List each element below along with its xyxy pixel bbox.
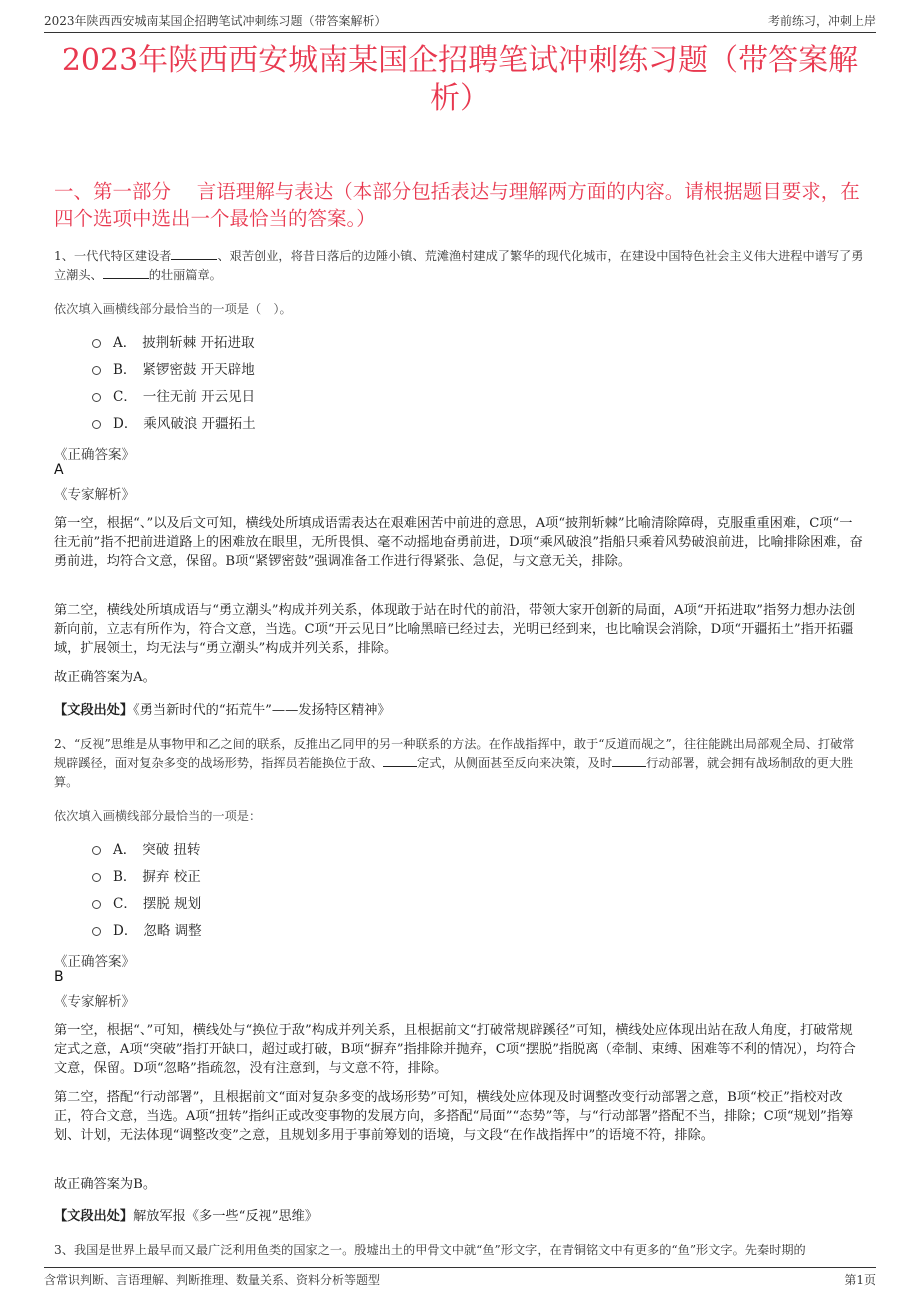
page-footer bbox=[44, 1267, 876, 1290]
radio-icon[interactable] bbox=[92, 900, 101, 909]
question-1-answer: A bbox=[54, 462, 64, 478]
question-2-option-d[interactable]: D． 忽略 调整 bbox=[92, 922, 202, 940]
radio-icon[interactable] bbox=[92, 873, 101, 882]
radio-icon[interactable] bbox=[92, 339, 101, 348]
question-2-source: 【文段出处】解放军报《多一些“反视”思维》 bbox=[54, 1209, 319, 1224]
question-2-answer-label: 《正确答案》 bbox=[54, 954, 135, 970]
question-1-conclusion: 故正确答案为A。 bbox=[54, 670, 156, 685]
question-1-option-d[interactable]: D． 乘风破浪 开疆拓土 bbox=[92, 415, 256, 433]
question-2-option-a[interactable]: A． 突破 扭转 bbox=[92, 841, 201, 859]
question-2-answer: B bbox=[54, 969, 64, 985]
question-2-analysis-p1: 第一空，根据“、”可知，横线处与“换位于敌”构成并列关系，且根据前文“打破常规辟蹊径”可知，横线处应体现出站在敌人角度，打破常规定式之意，A项“突破”指打开缺口，超过或打破，B项“摒弃”指排除并抛弃，C项“摆脱”指脱离（牵制、束缚、困难等不利的情况），均符合文意，保留。D项“忽略”指疏忽，没有注意到，与文意不符，排除。 bbox=[54, 1023, 856, 1076]
radio-icon[interactable] bbox=[92, 846, 101, 855]
page-title: 2023年陕西西安城南某国企招聘笔试冲刺练习题（带答案解析） bbox=[61, 43, 859, 116]
question-1-option-a[interactable]: A． 披荆斩棘 开拓进取 bbox=[92, 334, 255, 352]
blank-line bbox=[171, 247, 217, 260]
question-1-option-b[interactable]: B． 紧锣密鼓 开天辟地 bbox=[92, 361, 255, 379]
radio-icon[interactable] bbox=[92, 420, 101, 429]
blank-line bbox=[103, 266, 149, 279]
radio-icon[interactable] bbox=[92, 393, 101, 402]
question-3-stem: 3、我国是世界上最早而又最广泛利用鱼类的国家之一。殷墟出土的甲骨文中就“鱼”形文字，在青铜铭文中有更多的“鱼”形文字。先秦时期的 bbox=[54, 1243, 806, 1257]
question-1-stem: 1、一代代特区建设者 、艰苦创业，将昔日落后的边陲小镇、荒滩渔村建成了繁华的现代化城市，在建设中国特色社会主义伟大进程中谱写了勇立潮头、 的壮丽篇章。 bbox=[54, 249, 864, 282]
question-2-prompt: 依次填入画横线部分最恰当的一项是： bbox=[54, 809, 262, 823]
question-2-analysis-p2: 第二空，搭配“行动部署”，且根据前文“面对复杂多变的战场形势”可知，横线处应体现及时调整改变行动部署之意，B项“校正”指校对改正，符合文意，当选。A项“扭转”指纠正或改变事物的发展方向，多搭配“局面”“态势”等，与“行动部署”搭配不当，排除；C项“规划”指筹划、计划，无法体现“调整改变”之意，且规划多用于事前筹划的语境，与文段“在作战指挥中”的语境不符，排除。 bbox=[54, 1090, 854, 1143]
question-1-option-c[interactable]: C． 一往无前 开云见日 bbox=[92, 388, 255, 406]
section-heading: 一、第一部分 言语理解与表达（本部分包括表达与理解两方面的内容。请根据题目要求，在四个选项中选出一个最恰当的答案。） bbox=[54, 180, 860, 230]
question-1-answer-label: 《正确答案》 bbox=[54, 447, 135, 463]
question-1-analysis-p1: 第一空，根据“、”以及后文可知，横线处所填成语需表达在艰难困苦中前进的意思，A项“披荆斩棘”比喻清除障碍，克服重重困难，C项“一往无前”指不把前进道路上的困难放在眼里，无所畏惧、毫不动摇地奋勇前进，D项“乘风破浪”指船只乘着风势破浪前进，比喻排除困难，奋勇前进，均符合文意，保留。B项“紧锣密鼓”强调准备工作进行得紧张、急促，与文意无关，排除。 bbox=[54, 516, 863, 569]
blank-line bbox=[383, 754, 417, 767]
question-1-analysis-p2: 第二空，横线处所填成语与“勇立潮头”构成并列关系，体现敢于站在时代的前沿，带领大家开创新的局面，A项“开拓进取”指努力想办法创新向前，立志有所作为，符合文意，当选。C项“开云见日”比喻黑暗已经过去，光明已经到来，也比喻误会消除，D项“开疆拓土”指开拓疆域，扩展领土，均无法与“勇立潮头”构成并列关系，排除。 bbox=[54, 603, 856, 656]
radio-icon[interactable] bbox=[92, 366, 101, 375]
question-2-option-b[interactable]: B． 摒弃 校正 bbox=[92, 868, 201, 886]
blank-line bbox=[612, 754, 646, 767]
radio-icon[interactable] bbox=[92, 927, 101, 936]
question-2-option-c[interactable]: C． 摆脱 规划 bbox=[92, 895, 201, 913]
footer-topics: 含常识判断、言语理解、判断推理、数量关系、资料分析等题型 bbox=[44, 1272, 381, 1287]
question-1-prompt: 依次填入画横线部分最恰当的一项是（ ）。 bbox=[54, 302, 292, 316]
question-1-source: 【文段出处】《勇当新时代的“拓荒牛”——发扬特区精神》 bbox=[54, 703, 391, 718]
header-doc-title: 2023年陕西西安城南某国企招聘笔试冲刺练习题（带答案解析） bbox=[44, 14, 387, 28]
question-2-analysis-label: 《专家解析》 bbox=[54, 994, 135, 1010]
page-header bbox=[44, 12, 876, 33]
page-number: 第1页 bbox=[844, 1272, 876, 1287]
header-slogan: 考前练习，冲刺上岸 bbox=[767, 14, 876, 28]
question-2-stem: 2、“反视”思维是从事物甲和乙之间的联系，反推出乙同甲的另一种联系的方法。在作战指挥中，敢于“反道而觇之”，往往能跳出局部观全局、打破常规辟蹊径，面对复杂多变的战场形势，指挥员若能换位于敌、 定式，从侧面甚至反向来决策，及时 行动部署，就会拥有战场制敌的更大胜算。 bbox=[54, 737, 855, 789]
question-1-analysis-label: 《专家解析》 bbox=[54, 487, 135, 503]
question-2-conclusion: 故正确答案为B。 bbox=[54, 1177, 157, 1192]
